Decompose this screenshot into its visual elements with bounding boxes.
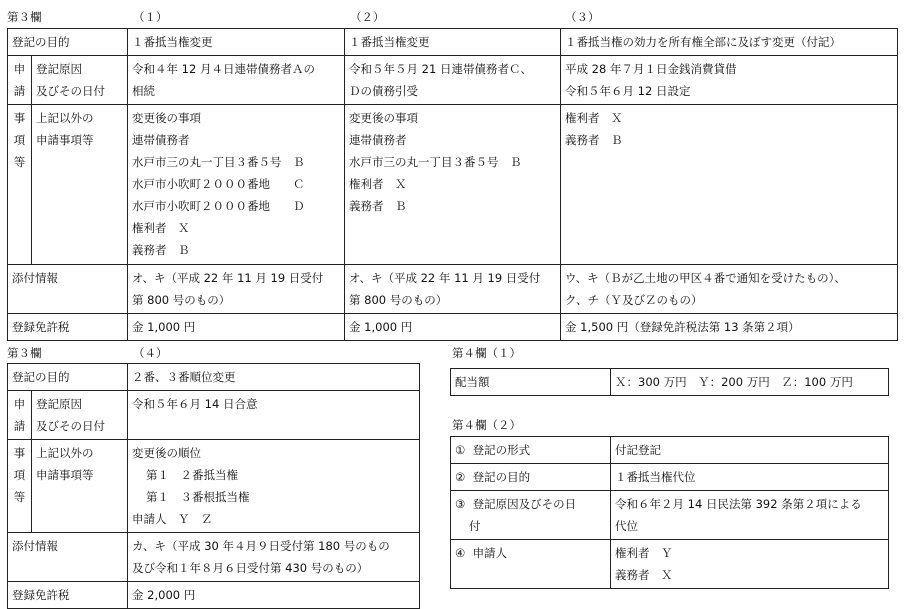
sec4b-row-1: [451, 437, 889, 464]
vertical-label-shinsei: 申 請: [8, 56, 32, 105]
sec3b-tax-row: [8, 582, 420, 609]
sec4a-title: 第４欄（１）: [452, 346, 521, 360]
sec4b-table: [450, 436, 889, 589]
sec3b-table: [7, 363, 420, 609]
sec3b-cause-row: [8, 391, 420, 440]
sec3b-purpose-label: 登記の目的: [8, 364, 128, 391]
sec4b-row-1-label: ① 登記の形式: [451, 437, 611, 464]
col2-cause: 令和５年５月 21 日連帯債務者Ｃ、 Ｄの債務引受: [345, 56, 561, 105]
sec3a-col2-number: （２）: [350, 10, 385, 24]
col1-other: 変更後の事項 連帯債務者 水戸市三の丸一丁目３番５号 Ｂ 水戸市小吹町２０００番地 Ｃ 水戸市小吹町２０００番地 Ｄ 権利者 Ｘ 義務者 Ｂ: [128, 105, 345, 265]
col3-purpose: １番抵当権の効力を所有権全部に及ぼす変更（付記）: [561, 29, 898, 56]
col2-attach: オ、キ（平成 22 年 11 月 19 日受付 第 800 号のもの）: [345, 265, 561, 314]
col3-attach: ウ、キ（Ｂが乙土地の甲区４番で通知を受けたもの）、 ク、チ（Ｙ及びＺのもの）: [561, 265, 898, 314]
sec3b-cause: 令和５年６月 14 日合意: [128, 391, 420, 440]
sec3b-purpose-row: [8, 364, 420, 391]
col2-tax: 金 1,000 円: [345, 314, 561, 341]
col2-other: 変更後の事項 連帯債務者 水戸市三の丸一丁目３番５号 Ｂ 権利者 Ｘ 義務者 Ｂ: [345, 105, 561, 265]
sec4b-row-2-label: ② 登記の目的: [451, 464, 611, 491]
col1-attach: オ、キ（平成 22 年 11 月 19 日受付 第 800 号のもの）: [128, 265, 345, 314]
col1-tax: 金 1,000 円: [128, 314, 345, 341]
sec4a-table: [450, 368, 889, 396]
col1-purpose: １番抵当権変更: [128, 29, 345, 56]
other-label: 上記以外の 申請事項等: [32, 105, 128, 265]
col2-purpose: １番抵当権変更: [345, 29, 561, 56]
sec4b-row-3-label: ③ 登記原因及びその日 付: [451, 491, 611, 540]
sec3b-attach: カ、キ（平成 30 年４月９日受付第 180 号のもの 及び令和１年８月６日受付第 430 号のもの）: [128, 533, 420, 582]
attach-label: 添付情報: [8, 265, 128, 314]
vertical-label-jikoutou: 事 項 等: [8, 105, 32, 265]
sec3b-cause-label: 登記原因 及びその日付: [32, 391, 128, 440]
sec4b-row-2: [451, 464, 889, 491]
sec4b-row-1-value: 付記登記: [611, 437, 889, 464]
purpose-row: [8, 29, 898, 56]
other-row: [8, 105, 898, 265]
sec3b-vertical-label-jikoutou: 事 項 等: [8, 440, 32, 533]
sec3b-tax-label: 登録免許税: [8, 582, 128, 609]
col3-tax: 金 1,500 円（登録免許税法第 13 条第２項）: [561, 314, 898, 341]
sec3b-attach-row: [8, 533, 420, 582]
sec4b-row-4-value: 権利者 Ｙ 義務者 Ｘ: [611, 540, 889, 589]
sec4b-title: 第４欄（２）: [452, 418, 521, 432]
sec4a-value: Ｘ：300 万円 Ｙ：200 万円 Ｚ：100 万円: [611, 369, 889, 396]
sec3a-title: 第３欄: [7, 10, 42, 24]
sec3b-other: 変更後の順位 第１ ２番抵当権 第１ ３番根抵当権 申請人 Ｙ Ｚ: [128, 440, 420, 533]
sec4b-row-4: [451, 540, 889, 589]
sec3a-col3-number: （３）: [565, 10, 600, 24]
sec4a-label: 配当額: [451, 369, 611, 396]
sec3b-other-row: [8, 440, 420, 533]
sec3b-attach-label: 添付情報: [8, 533, 128, 582]
sec4b-row-3: [451, 491, 889, 540]
sec3a-table: [7, 28, 898, 341]
col3-other: 権利者 Ｘ 義務者 Ｂ: [561, 105, 898, 265]
sec3a-col1-number: （１）: [133, 10, 168, 24]
sec4b-row-3-value: 令和６年２月 14 日民法第 392 条第２項による 代位: [611, 491, 889, 540]
sec4b-row-2-value: １番抵当権代位: [611, 464, 889, 491]
sec3b-col-number: （４）: [133, 346, 168, 360]
sec4b-row-4-label: ④ 申請人: [451, 540, 611, 589]
cause-label: 登記原因 及びその日付: [32, 56, 128, 105]
sec4a-row: [451, 369, 889, 396]
sec3b-title: 第３欄: [7, 346, 42, 360]
attach-row: [8, 265, 898, 314]
tax-row: [8, 314, 898, 341]
sec3b-tax: 金 2,000 円: [128, 582, 420, 609]
tax-label: 登録免許税: [8, 314, 128, 341]
cause-row: [8, 56, 898, 105]
col1-cause: 令和４年 12 月４日連帯債務者Ａの 相続: [128, 56, 345, 105]
sec3b-vertical-label-shinsei: 申 請: [8, 391, 32, 440]
col3-cause: 平成 28 年７月１日金銭消費貸借 令和５年６月 12 日設定: [561, 56, 898, 105]
sec3b-other-label: 上記以外の 申請事項等: [32, 440, 128, 533]
purpose-label: 登記の目的: [8, 29, 128, 56]
sec3b-purpose: ２番、３番順位変更: [128, 364, 420, 391]
